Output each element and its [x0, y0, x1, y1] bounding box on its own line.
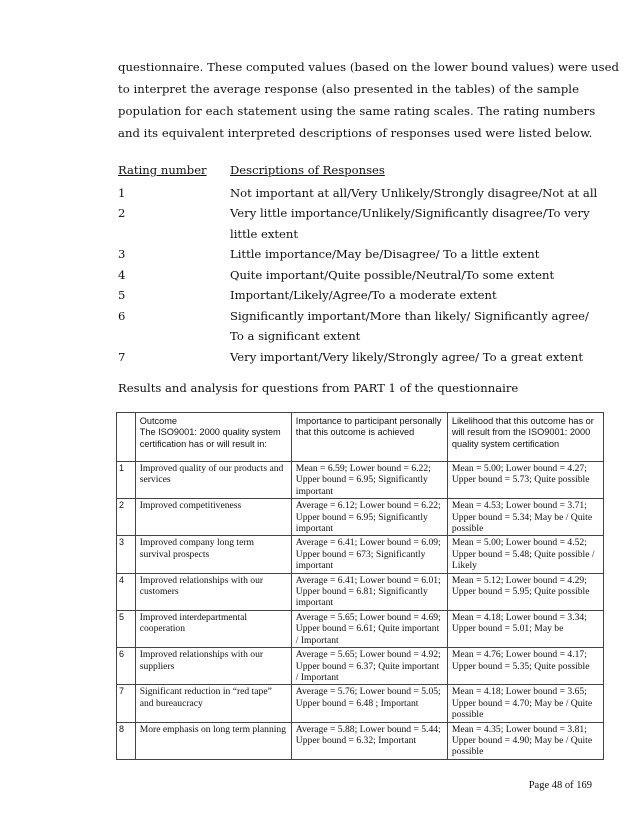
likelihood-cell: Mean = 4.18; Lower bound = 3.65; Upper bound = 4.70; May be / Quite possible [447, 685, 603, 722]
rating-row [118, 183, 608, 204]
header-likelihood: Likelihood that this outcome has or will result from the ISO9001: 2000 quality system certification [447, 413, 603, 462]
table-row [117, 573, 604, 610]
intro-line: population for each statement using the same rating scales. The rating numbers [118, 104, 596, 118]
outcome-cell: Improved company long term survival prospects [135, 536, 291, 573]
page-number-footer: Page 48 of 169 [528, 780, 592, 791]
outcome-cell: Improved quality of our products and services [135, 462, 291, 499]
rating-row-continuation [118, 326, 608, 347]
outcome-cell: Improved interdepartmental cooperation [135, 610, 291, 647]
likelihood-cell: Mean = 4.53; Lower bound = 3.71; Upper bound = 5.34; May be / Quite possible [447, 499, 603, 536]
rating-number: 1 [118, 185, 126, 200]
likelihood-cell: Mean = 5.00; Lower bound = 4.27; Upper bound = 5.73; Quite possible [447, 462, 603, 499]
rating-description-heading: Descriptions of Responses [230, 163, 385, 177]
rating-row [118, 265, 608, 286]
rating-number: 4 [118, 267, 126, 282]
outcome-cell: More emphasis on long term planning [135, 722, 291, 759]
row-number: 4 [117, 573, 136, 610]
row-number: 6 [117, 648, 136, 685]
rating-row [118, 285, 608, 306]
table-row [117, 610, 604, 647]
header-index [117, 413, 136, 462]
outcome-cell: Significant reduction in “red tape” and bureaucracy [135, 685, 291, 722]
rating-row [118, 347, 608, 368]
rating-description: Little importance/May be/Disagree/ To a little extent [230, 247, 540, 261]
row-number: 1 [117, 462, 136, 499]
outcome-cell: Improved relationships with our customers [135, 573, 291, 610]
importance-cell: Average = 5.76; Lower bound = 5.05; Upper bound = 6.48 ; Important [291, 685, 447, 722]
rating-number: 3 [118, 247, 126, 261]
row-number: 3 [117, 536, 136, 573]
table-row [117, 462, 604, 499]
rating-row-continuation [118, 224, 608, 245]
row-number: 8 [117, 722, 136, 759]
rating-description: Important/Likely/Agree/To a moderate extent [230, 288, 497, 302]
importance-cell: Average = 6.41; Lower bound = 6.01; Upper bound = 6.81; Significantly important [291, 573, 447, 610]
section-title: Results and analysis for questions from PART 1 of the questionnaire [118, 381, 519, 395]
likelihood-cell: Mean = 4.18; Lower bound = 3.34; Upper bound = 5.01; May be [447, 610, 603, 647]
row-number: 5 [117, 610, 136, 647]
importance-cell: Average = 6.12; Lower bound = 6.22; Upper bound = 6.95; Significantly important [291, 499, 447, 536]
table-row [117, 722, 604, 759]
rating-number: 5 [118, 288, 126, 302]
rating-description: Significantly important/More than likely/ Significantly agree/ [230, 308, 589, 323]
table-row [117, 648, 604, 685]
rating-scale-list [118, 160, 608, 367]
rating-description: Very important/Very likely/Strongly agree/ To a great extent [230, 349, 583, 364]
header-importance: Importance to participant personally that this outcome is achieved [291, 413, 447, 462]
row-number: 7 [117, 685, 136, 722]
likelihood-cell: Mean = 5.00; Lower bound = 4.52; Upper bound = 5.48; Quite possible / Likely [447, 536, 603, 573]
rating-description: Not important at all/Very Unlikely/Strongly disagree/Not at all [230, 185, 598, 200]
rating-description: Quite important/Quite possible/Neutral/To some extent [230, 267, 555, 282]
rating-row [118, 244, 608, 265]
importance-cell: Average = 5.65; Lower bound = 4.92; Upper bound = 6.37; Quite important / Important [291, 648, 447, 685]
rating-number: 7 [118, 349, 126, 364]
table-row [117, 536, 604, 573]
rating-number: 2 [118, 206, 126, 220]
importance-cell: Mean = 6.59; Lower bound = 6.22; Upper bound = 6.95; Significantly important [291, 462, 447, 499]
rating-description: To a significant extent [230, 329, 361, 343]
table-row [117, 685, 604, 722]
rating-row [118, 306, 608, 327]
intro-line: questionnaire. These computed values (based on the lower bound values) were used [118, 60, 619, 74]
importance-cell: Average = 5.65; Lower bound = 4.69; Upper bound = 6.61; Quite important / Important [291, 610, 447, 647]
importance-cell: Average = 5.88; Lower bound = 5.44; Upper bound = 6.32; Important [291, 722, 447, 759]
rating-number-heading: Rating number [118, 163, 207, 177]
intro-line: to interpret the average response (also presented in the tables) of the sample [118, 82, 579, 96]
results-table [116, 412, 604, 760]
rating-row [118, 203, 608, 224]
intro-line: and its equivalent interpreted descriptions of responses used were listed below. [118, 126, 593, 140]
table-row [117, 499, 604, 536]
table-body [117, 462, 604, 760]
likelihood-cell: Mean = 4.76; Lower bound = 4.17; Upper bound = 5.35; Quite possible [447, 648, 603, 685]
outcome-cell: Improved competitiveness [135, 499, 291, 536]
outcome-cell: Improved relationships with our suppliers [135, 648, 291, 685]
likelihood-cell: Mean = 4.35; Lower bound = 3.81; Upper bound = 4.90; May be / Quite possible [447, 722, 603, 759]
importance-cell: Average = 6.41; Lower bound = 6.09; Upper bound = 673; Significantly important [291, 536, 447, 573]
row-number: 2 [117, 499, 136, 536]
header-outcome: Outcome The ISO9001: 2000 quality system certification has or will result in: [135, 413, 291, 462]
rating-number: 6 [118, 308, 126, 323]
intro-paragraph [118, 56, 619, 144]
rating-header [118, 160, 608, 181]
table-header-row [117, 413, 604, 462]
likelihood-cell: Mean = 5.12; Lower bound = 4.29; Upper bound = 5.95; Quite possible [447, 573, 603, 610]
rating-description: Very little importance/Unlikely/Significantly disagree/To very [230, 206, 590, 220]
rating-description: little extent [230, 226, 299, 241]
